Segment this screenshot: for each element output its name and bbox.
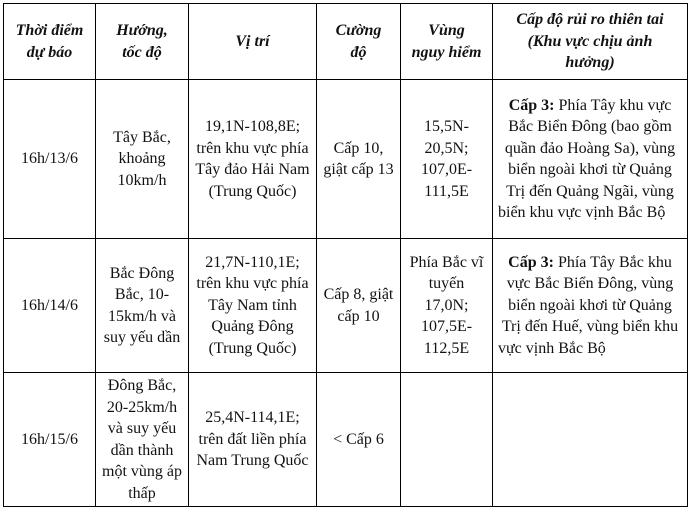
risk-level-label: Cấp 3: (508, 253, 554, 271)
header-position: Vị trí (189, 4, 317, 80)
cell-time: 16h/13/6 (4, 80, 96, 239)
cell-risk-level (493, 239, 688, 373)
risk-area-text: Phía Tây Bắc khu vực Bắc Biển Đông, vùng biển ngoài khơi từ Quảng Trị đến Huế, vùng biển khu vực vịnh Bắc Bộ (498, 253, 679, 357)
storm-forecast-table (3, 3, 688, 507)
table-row (4, 239, 688, 373)
cell-intensity: Cấp 10, giật cấp 13 (317, 80, 401, 239)
cell-intensity: < Cấp 6 (317, 373, 401, 507)
header-row (4, 4, 688, 80)
header-danger-zone: Vùng nguy hiểm (401, 4, 493, 80)
table-row (4, 373, 688, 507)
cell-danger-zone: 15,5N-20,5N; 107,0E-111,5E (401, 80, 493, 239)
cell-time: 16h/15/6 (4, 373, 96, 507)
cell-position: 19,1N-108,8E; trên khu vực phía Tây đảo Hải Nam (Trung Quốc) (189, 80, 317, 239)
table-row (4, 80, 688, 239)
header-forecast-time: Thời điểm dự báo (4, 4, 96, 80)
cell-position: 21,7N-110,1E; trên khu vực phía Tây Nam tỉnh Quảng Đông (Trung Quốc) (189, 239, 317, 373)
cell-danger-zone: Phía Bắc vĩ tuyến 17,0N; 107,5E-112,5E (401, 239, 493, 373)
header-risk-level: Cấp độ rủi ro thiên tai (Khu vực chịu ảnh hưởng) (493, 4, 688, 80)
cell-time: 16h/14/6 (4, 239, 96, 373)
risk-level-label: Cấp 3: (508, 96, 555, 114)
cell-direction-speed: Đông Bắc, 20-25km/h và suy yếu dần thành một vùng áp thấp (96, 373, 189, 507)
header-direction-speed: Hướng, tốc độ (96, 4, 189, 80)
header-intensity: Cường độ (317, 4, 401, 80)
cell-risk-level (493, 80, 688, 239)
cell-direction-speed: Tây Bắc, khoảng 10km/h (96, 80, 189, 239)
cell-intensity: Cấp 8, giật cấp 10 (317, 239, 401, 373)
cell-direction-speed: Bắc Đông Bắc, 10-15km/h và suy yếu dần (96, 239, 189, 373)
cell-position: 25,4N-114,1E; trên đất liền phía Nam Trung Quốc (189, 373, 317, 507)
risk-area-text: Phía Tây khu vực Bắc Biển Đông (bao gồm quần đảo Hoàng Sa), vùng biển ngoài khơi từ Quảng Trị đến Quảng Ngãi, vùng biển khu vực vịnh Bắc Bộ (498, 96, 676, 221)
cell-risk-level (493, 373, 688, 507)
cell-danger-zone (401, 373, 493, 507)
